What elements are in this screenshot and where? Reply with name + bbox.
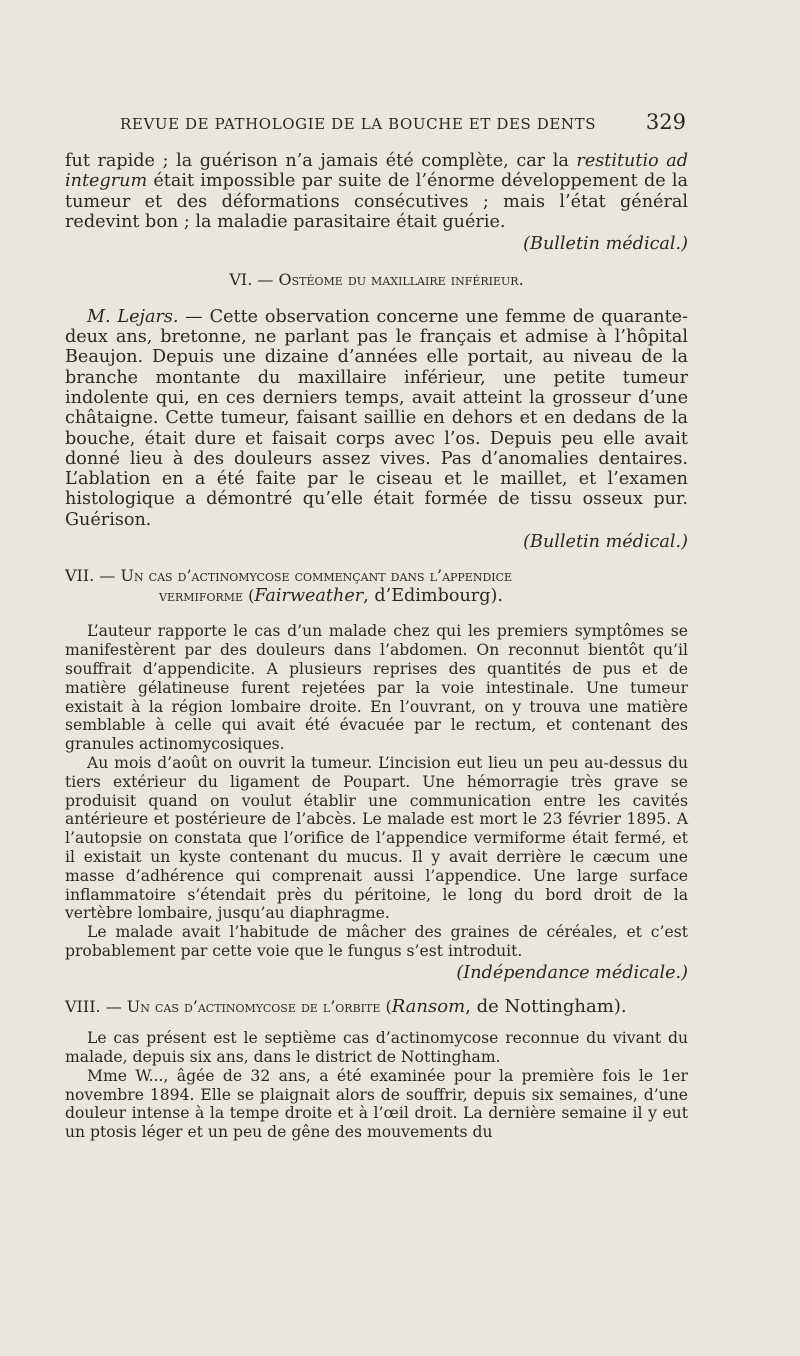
section-viii-body xyxy=(65,1029,688,1142)
latin-phrase: restitutio ad integrum xyxy=(65,151,689,192)
paragraph: Le malade avait l’habitude de mâcher des graines de céréales, et c’est probablement par cette voie que le fungus s’est introduit. xyxy=(65,923,688,960)
section-vi-body: M. Lejars. — Cette observation concerne une femme de quarante-deux ans, bretonne, ne parlant pas le français et admise à l’hôpital Beaujon. Depuis une dizaine d’années elle portait, au niveau de la branche montante du maxillaire inférieur, une petite tumeur indolente qui, en ces derniers temps, avait atteint la grosseur d’une châtaigne. Cette tumeur, faisant saillie en dehors et en dedans de la bouche, était dure et faisait corps avec l’os. Depuis peu elle avait donné lieu à des douleurs assez vives. Pas d’anomalies dentaires. L’ablation en a été faite par le ciseau et le maillet, et l’examen histologique a démontré qu’elle était formée de tissu osseux pur. Guérison. xyxy=(65,306,688,530)
text-column xyxy=(65,151,688,1142)
paragraph-continued: fut rapide ; la guérison n’a jamais été complète, car la restitutio ad integrum était impossible par suite de l’énorme développement de la tumeur et des déformations consécutives ; mais l’état général redevint bon ; la maladie parasitaire était guérie. xyxy=(65,151,689,232)
running-title: REVUE DE PATHOLOGIE DE LA BOUCHE ET DES DENTS xyxy=(120,115,597,133)
section-vii-body xyxy=(65,622,688,960)
author-name: Ransom xyxy=(391,995,466,1017)
section-heading-viii: VIII. — Un cas d’actinomycose de l’orbite (Ransom, de Nottingham). xyxy=(65,995,627,1017)
source-citation: (Indépendance médicale.) xyxy=(456,962,688,983)
section-heading-vii: VII. — Un cas d’actinomycose commençant dans l’appendice vermiforme (Fairweather, d’Edimbourg). xyxy=(65,566,513,607)
source-citation: (Bulletin médical.) xyxy=(523,532,688,553)
running-header xyxy=(120,110,686,134)
paragraph: L’auteur rapporte le cas d’un malade chez qui les premiers symptômes se manifestèrent par des douleurs dans l’abdomen. On reconnut bientôt qu’il souffrait d’appendicite. A plusieurs reprises des quantités de pus et de matière gélatineuse furent rejetées par la voie intestinale. Une tumeur existait à la région lombaire droite. En l’ouvrant, on y trouva une matière semblable à celle qui avait été évacuée par le rectum, et contenant des granules actinomycosiques. xyxy=(65,622,688,754)
author-name: M. Lejars. xyxy=(87,306,179,327)
paragraph: Au mois d’août on ouvrit la tumeur. L’incision eut lieu un peu au-dessus du tiers extérieur du ligament de Poupart. Une hémorragie très grave se produisit quand on voulut établir une communication entre les cavités antérieure et postérieure de l’abcès. Le malade est mort le 23 février 1895. A l’autopsie on constata que l’orifice de l’appendice vermiforme était fermé, et il existait un kyste contenant du mucus. Il y avait derrière le cæcum une masse d’adhérence qui comprenait aussi l’appendice. Une large surface inflammatoire s’étendait près du péritoine, le long du bord droit de la vertèbre lombaire, jusqu’au diaphragme. xyxy=(65,753,688,923)
paragraph: Mme W..., âgée de 32 ans, a été examinée pour la première fois le 1er novembre 1894. Elle se plaignait alors de souffrir, depuis six semaines, d’une douleur intense à la tempe droite et à l’œil droit. La dernière semaine il y eut un ptosis léger et un peu de gêne des mouvements du xyxy=(65,1066,688,1142)
section-heading-vi: VI. — Ostéome du maxillaire inférieur. xyxy=(229,270,524,290)
paragraph: Le cas présent est le septième cas d’actinomycose reconnue du vivant du malade, depuis six ans, dans le district de Nottingham. xyxy=(65,1029,688,1067)
author-name: Fairweather xyxy=(254,586,364,607)
source-citation: (Bulletin médical.) xyxy=(523,234,688,255)
page-number: 329 xyxy=(645,110,686,134)
